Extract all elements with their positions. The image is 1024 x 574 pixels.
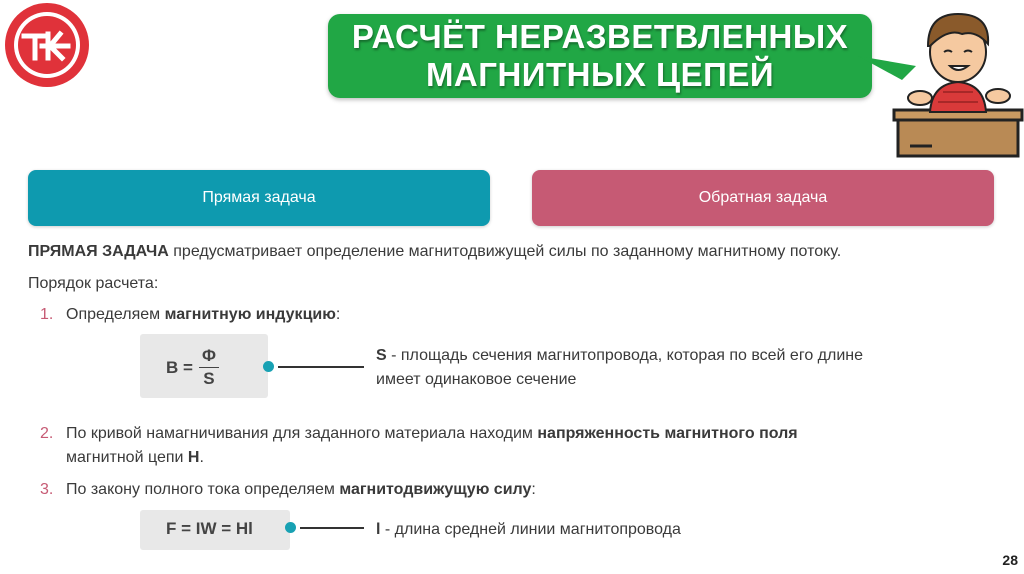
slide-title-line-2: МАГНИТНЫХ ЦЕПЕЙ [425,56,775,93]
step-2-line2-post: . [199,449,204,466]
step-2 [40,422,1000,470]
note-s-text-2: имеет одинаковое сечение [376,371,577,388]
page-number: 28 [1002,552,1018,568]
note-l-text: - длина средней линии магнитопровода [380,521,681,538]
intro-text: предусматривает определение магнитодвижущей силы по заданному магнитному потоку. [168,243,842,260]
note-s-text-1: - площадь сечения магнитопровода, которая по всей его длине [386,347,863,364]
note-l [376,518,681,542]
formula-numerator: Φ [199,346,219,368]
tab-direct-task[interactable]: Прямая задача [28,170,490,226]
step-2-number: 2. [40,425,54,442]
step-1 [40,303,340,327]
step-1-bold: магнитную индукцию [164,306,336,323]
formula-mmf-text: F = IW = Hl [166,519,253,538]
step-3-bold: магнитодвижущую силу [339,481,532,498]
formula-induction-fraction [199,346,219,390]
slide-title-line-1: РАСЧЁТ НЕРАЗВЕТВЛЕННЫХ [351,18,849,55]
step-1-text: Определяем [66,306,165,323]
step-3-text: По закону полного тока определяем [66,481,340,498]
tab-inverse-task[interactable]: Обратная задача [532,170,994,226]
step-2-h-symbol: H [187,449,200,466]
step-3 [40,478,536,502]
connector-dot [263,361,274,372]
teacher-mascot-icon [858,0,1024,160]
note-s-symbol: S [376,347,387,364]
formula-denominator: S [203,369,215,388]
slide-title-banner [328,14,872,98]
intro-paragraph [28,240,1008,264]
step-2-bold: напряженность магнитного поля [537,425,798,442]
formula-mmf [140,510,290,550]
step-2-line2: магнитной цепи [66,449,188,466]
note-l-symbol: l [376,521,381,538]
step-1-post: : [335,306,341,323]
order-label: Порядок расчета: [28,275,159,292]
connector-line [278,366,364,368]
step-3-post: : [531,481,536,498]
connector-line-2 [300,527,364,529]
step-3-number: 3. [40,481,54,498]
note-s [376,344,936,392]
formula-induction-lhs: B = [166,358,193,377]
step-2-text: По кривой намагничивания для заданного материала находим [66,425,538,442]
connector-dot-2 [285,522,296,533]
step-1-number: 1. [40,306,54,323]
intro-bold: ПРЯМАЯ ЗАДАЧА [28,243,169,260]
formula-induction [140,334,268,398]
company-logo-icon [2,0,92,90]
